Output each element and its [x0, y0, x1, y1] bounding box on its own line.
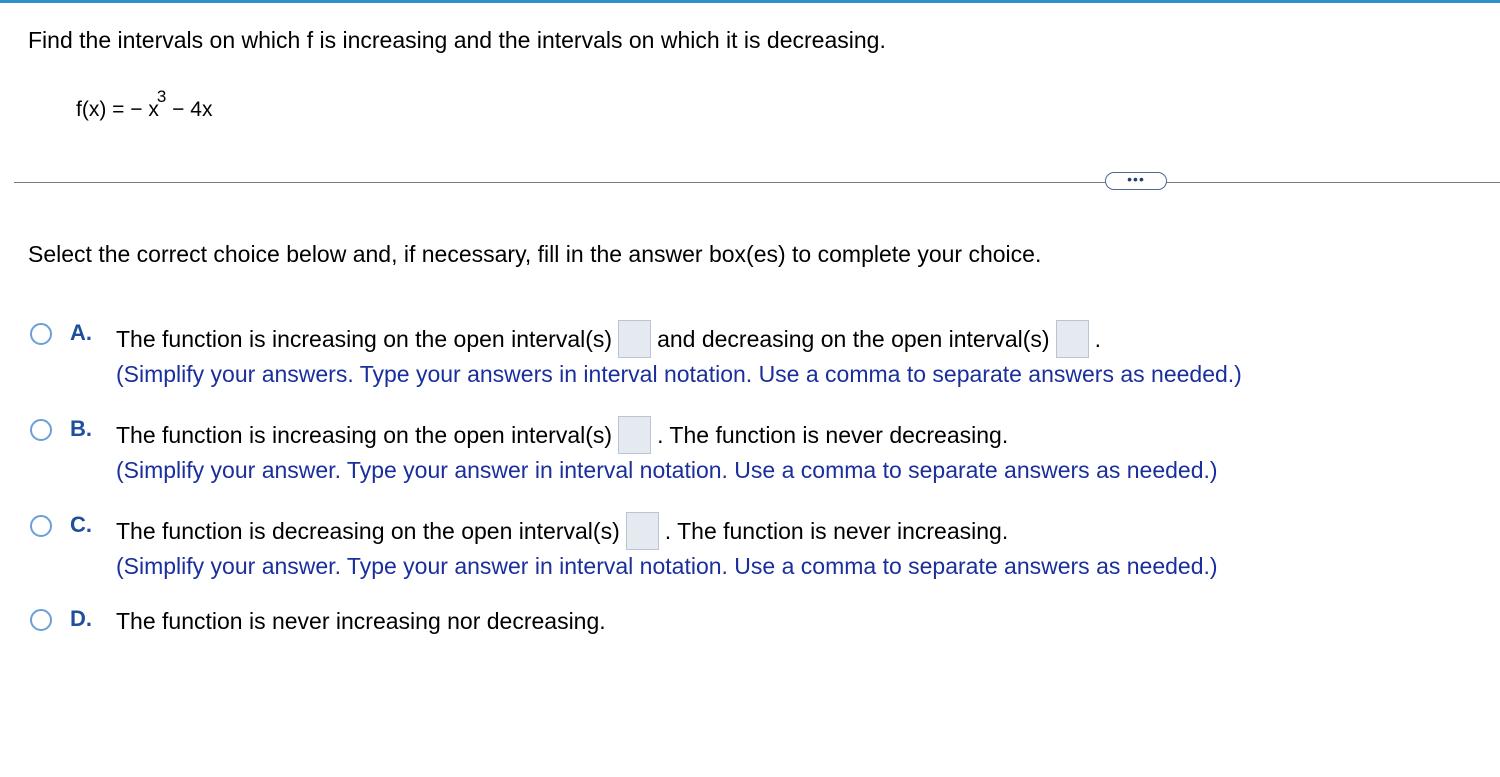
instruction-text: Select the correct choice below and, if necessary, fill in the answer box(es) to complete your choice.	[28, 241, 1042, 267]
choice-a-hint: (Simplify your answers. Type your answers in interval notation. Use a comma to separate answers as needed.)	[116, 361, 1242, 387]
choice-d-statement: The function is never increasing nor decreasing.	[116, 608, 606, 634]
section-divider	[14, 182, 1500, 183]
choice-b-letter: B.	[70, 416, 92, 441]
answer-box-c-decreasing[interactable]	[626, 512, 659, 550]
choice-d-letter: D.	[70, 606, 92, 631]
answer-box-a-decreasing[interactable]	[1056, 320, 1089, 358]
formula-lhs: f(x) = − x	[76, 98, 159, 121]
question-prompt: Find the intervals on which f is increasing and the intervals on which it is decreasing.	[28, 27, 886, 53]
choice-c-text-2: . The function is never increasing.	[664, 518, 1009, 545]
top-accent-bar	[0, 0, 1500, 3]
choice-b-hint: (Simplify your answer. Type your answer in interval notation. Use a comma to separate answers as needed.)	[116, 457, 1218, 483]
choice-c-statement	[116, 514, 1008, 552]
choice-a-text-3: .	[1094, 326, 1101, 353]
radio-choice-b[interactable]	[30, 419, 52, 441]
answer-box-a-increasing[interactable]	[618, 320, 651, 358]
formula-rhs: − 4x	[166, 98, 213, 121]
choice-a-text-2: and decreasing on the open interval(s)	[657, 326, 1050, 353]
choice-c-hint: (Simplify your answer. Type your answer in interval notation. Use a comma to separate answers as needed.)	[116, 553, 1218, 579]
choice-c-letter: C.	[70, 512, 92, 537]
radio-choice-d[interactable]	[30, 609, 52, 631]
choice-b-statement	[116, 418, 1008, 456]
answer-box-b-increasing[interactable]	[618, 416, 651, 454]
radio-choice-c[interactable]	[30, 515, 52, 537]
choice-b-text-2: . The function is never decreasing.	[657, 422, 1009, 449]
choice-c-text-1: The function is decreasing on the open interval(s)	[116, 518, 620, 545]
formula-exponent: 3	[156, 87, 167, 106]
choice-b-text-1: The function is increasing on the open interval(s)	[116, 422, 613, 449]
function-formula	[76, 87, 213, 122]
choice-a-statement	[116, 322, 1101, 360]
radio-choice-a[interactable]	[30, 323, 52, 345]
choice-a-letter: A.	[70, 320, 92, 345]
choice-a-text-1: The function is increasing on the open interval(s)	[116, 326, 613, 353]
more-options-button[interactable]: •••	[1105, 172, 1167, 190]
